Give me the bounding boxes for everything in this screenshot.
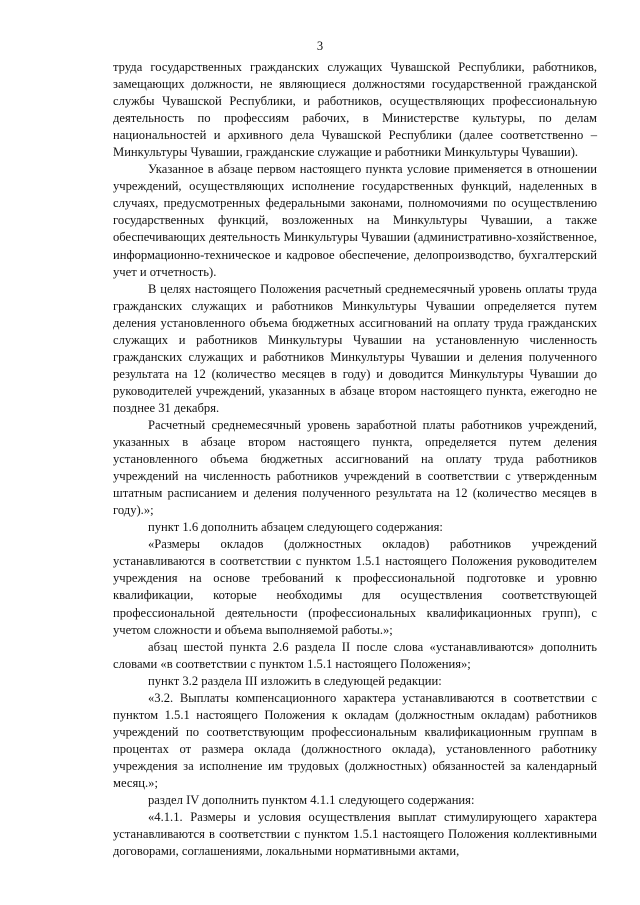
paragraph-4: Расчетный среднемесячный уровень заработной платы работников учреждений, указанных в абзаце втором настоящего пункта, определяется путем деления установленного объема бюджетных ассигнований на оплату труда работников учреждений на численность работников учреждений в соответствии с утвержденным штатным расписанием и деления полученного результата на 12 (количество месяцев в году).»; (113, 417, 597, 518)
page-number: 3 (316, 39, 324, 53)
paragraph-5: пункт 1.6 дополнить абзацем следующего содержания: (148, 520, 443, 535)
document-body (113, 59, 597, 860)
paragraph-10: раздел IV дополнить пунктом 4.1.1 следующего содержания: (148, 793, 475, 808)
paragraph-3: В целях настоящего Положения расчетный среднемесячный уровень оплаты труда гражданских служащих и работников Минкультуры Чувашии определяется путем деления установленного объема бюджетных ассигнований на оплату труда гражданских служащих и работников Минкультуры Чувашии на установленную численность гражданских служащих и работников Минкультуры Чувашии и деления полученного результата на 12 (количество месяцев в году) и доводится Минкультуры Чувашии до руководителей учреждений, указанных в абзаце втором настоящего пункта, ежегодно не позднее 31 декабря. (113, 281, 597, 415)
paragraph-1-continuation: труда государственных гражданских служащих Чувашской Республики, работников, замещающих должности, не являющиеся должностями государственной гражданской службы Чувашской Республики, и работников, осуществляющих профессиональную деятельность по профессиям рабочих, в Министерстве культуры, по делам национальностей и архивного дела Чувашской Республики (далее соответственно – Минкультуры Чувашии, гражданские служащие и работники Минкультуры Чувашии). (113, 60, 597, 160)
paragraph-8: пункт 3.2 раздела III изложить в следующей редакции: (148, 673, 442, 688)
paragraph-9: «3.2. Выплаты компенсационного характера устанавливаются в соответствии с пунктом 1.5.1 настоящего Положения к окладам (должностным окладам) работников учреждений по соответствующим профессиональным квалификационным группам в процентах от размера оклада (должностного оклада), установленного работнику учреждения за исполнение им трудовых (должностных) обязанностей за календарный месяц.»; (113, 690, 597, 790)
paragraph-6: «Размеры окладов (должностных окладов) работников учреждений устанавливаются в соответствии с пунктом 1.5.1 настоящего Положения руководителем учреждения на основе требований к профессиональной подготовке и уровню квалификации, которые необходимы для осуществления соответствующей профессиональной деятельности (профессиональных квалификационных групп), с учетом сложности и объема выполняемой работы.»; (113, 537, 597, 637)
paragraph-11: «4.1.1. Размеры и условия осуществления выплат стимулирующего характера устанавливаются в соответствии с пунктом 1.5.1 настоящего Положения коллективными договорами, соглашениями, локальными нормативными актами, (113, 810, 597, 859)
paragraph-2: Указанное в абзаце первом настоящего пункта условие применяется в отношении учреждений, осуществляющих исполнение государственных функций, наделенных в случаях, предусмотренных федеральными законами, полномочиями по осуществлению государственных функций, возложенных на Минкультуры Чувашии, а также обеспечивающих деятельность Минкультуры Чувашии (административно-хозяйственное, информационно-техническое и кадровое обеспечение, делопроизводство, бухгалтерский учет и отчетность). (113, 162, 597, 279)
paragraph-7: абзац шестой пункта 2.6 раздела II после слова «устанавливаются» дополнить словами «в соответствии с пунктом 1.5.1 настоящего Положения»; (113, 639, 597, 671)
